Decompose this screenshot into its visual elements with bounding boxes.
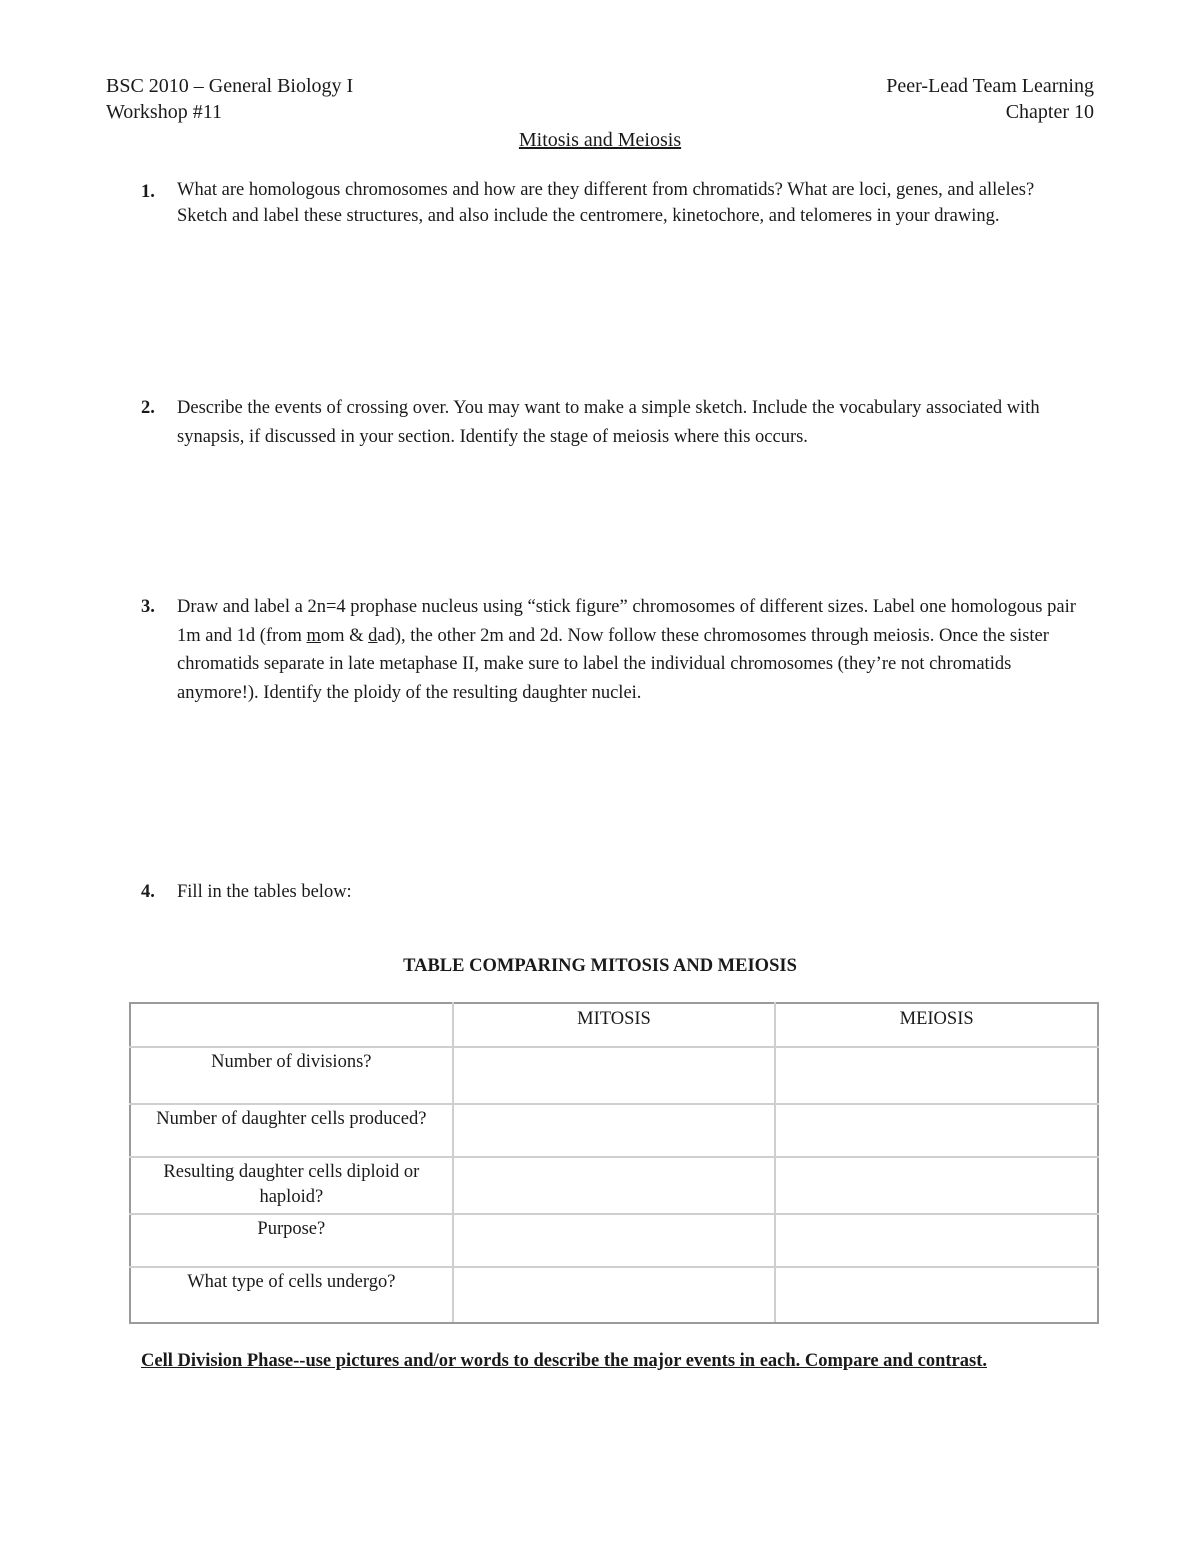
answer-cell-mitosis[interactable] xyxy=(453,1104,776,1157)
chapter-label: Chapter 10 xyxy=(1005,101,1094,123)
question-number: 4. xyxy=(141,882,155,902)
header-right xyxy=(886,73,1094,125)
table-row xyxy=(130,1214,1098,1267)
underlined-letter: m xyxy=(306,625,321,646)
row-label: Purpose? xyxy=(130,1214,453,1267)
table-row xyxy=(130,1104,1098,1157)
answer-cell-meiosis[interactable] xyxy=(775,1047,1098,1104)
answer-cell-mitosis[interactable] xyxy=(453,1047,776,1104)
answer-cell-meiosis[interactable] xyxy=(775,1267,1098,1323)
table-title: TABLE COMPARING MITOSIS AND MEIOSIS xyxy=(403,956,797,976)
header-cell-empty xyxy=(130,1003,453,1047)
question-number: 2. xyxy=(141,398,155,418)
header-left xyxy=(106,73,353,125)
row-label: Number of divisions? xyxy=(130,1047,453,1104)
answer-cell-meiosis[interactable] xyxy=(775,1104,1098,1157)
question-text-part: ad), the other 2m and 2d. Now follow these chromosomes through meiosis. Once the sister chromatids separate in late metaphase II, make sure to label the individual chromosomes (they’re not chromatids anymore!). Identify the ploidy of the resulting daughter nuclei. xyxy=(177,625,1049,703)
answer-cell-mitosis[interactable] xyxy=(453,1267,776,1323)
question-number: 1. xyxy=(141,182,155,202)
table-row xyxy=(130,1047,1098,1104)
program-name: Peer-Lead Team Learning xyxy=(886,75,1094,97)
question-text: Fill in the tables below: xyxy=(177,882,352,902)
table-header-row xyxy=(130,1003,1098,1047)
comparison-table xyxy=(129,1002,1099,1324)
course-name: BSC 2010 – General Biology I xyxy=(106,75,354,97)
question-number: 3. xyxy=(141,597,155,617)
header-cell-meiosis: MEIOSIS xyxy=(775,1003,1098,1047)
answer-cell-meiosis[interactable] xyxy=(775,1157,1098,1214)
page-title: Mitosis and Meiosis xyxy=(518,129,682,151)
question-text-part: Draw and label a 2n=4 prophase nucleus using “stick figure” chromosomes of different sizes. Label one homologous pair 1m and 1d (from xyxy=(177,597,1076,646)
cell-division-phase-instruction: Cell Division Phase--use pictures and/or words to describe the major events in each. Compare and contrast. xyxy=(141,1351,987,1371)
question-text xyxy=(177,593,1077,707)
table-row xyxy=(130,1267,1098,1323)
answer-cell-mitosis[interactable] xyxy=(453,1157,776,1214)
table-row xyxy=(130,1157,1098,1214)
underlined-letter: d xyxy=(368,625,378,646)
row-label: What type of cells undergo? xyxy=(130,1267,453,1323)
answer-cell-meiosis[interactable] xyxy=(775,1214,1098,1267)
row-label: Resulting daughter cells diploid or haploid? xyxy=(130,1157,453,1214)
question-text: What are homologous chromosomes and how are they different from chromatids? What are loci, genes, and alleles? Sketch and label these structures, and also include the centromere, kinetochore, and telomeres in your drawing. xyxy=(177,180,1035,226)
header-cell-mitosis: MITOSIS xyxy=(453,1003,776,1047)
answer-cell-mitosis[interactable] xyxy=(453,1214,776,1267)
workshop-number: Workshop #11 xyxy=(106,101,222,123)
question-text: Describe the events of crossing over. You may want to make a simple sketch. Include the vocabulary associated with synapsis, if discussed in your section. Identify the stage of meiosis where this occurs. xyxy=(177,398,1040,447)
question-text-part: om & xyxy=(320,625,369,646)
row-label: Number of daughter cells produced? xyxy=(130,1104,453,1157)
